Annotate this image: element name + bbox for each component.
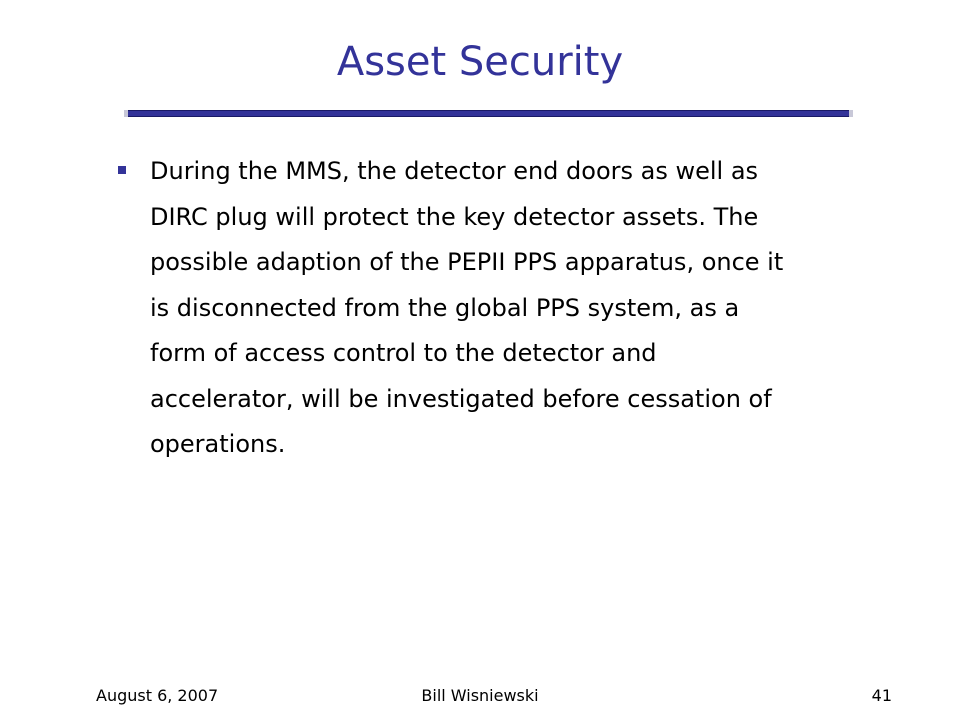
- title-underline: [124, 110, 853, 117]
- bullet-text-line: operations.: [150, 430, 286, 458]
- bullet-text-line: During the MMS, the detector end doors as well as: [150, 157, 759, 185]
- footer-author: Bill Wisniewski: [421, 686, 539, 705]
- bullet-square-icon: [118, 166, 126, 174]
- footer-date: August 6, 2007: [96, 686, 219, 705]
- bullet-text-line: form of access control to the detector and: [150, 339, 657, 367]
- bullet-text: [150, 149, 920, 468]
- title-underline-left-cap: [124, 110, 128, 117]
- bullet-text-line: accelerator, will be investigated before cessation of: [150, 384, 772, 413]
- slide-title: Asset Security: [336, 39, 624, 85]
- bullet-text-line: possible adaption of the PEPII PPS apparatus, once it: [150, 248, 784, 276]
- bullet-text-line: is disconnected from the global PPS system, as a: [150, 293, 740, 322]
- footer-page-number: 41: [871, 686, 892, 705]
- title-underline-right-cap: [849, 110, 853, 117]
- bullet-text-line: DIRC plug will protect the key detector assets. The: [150, 202, 759, 231]
